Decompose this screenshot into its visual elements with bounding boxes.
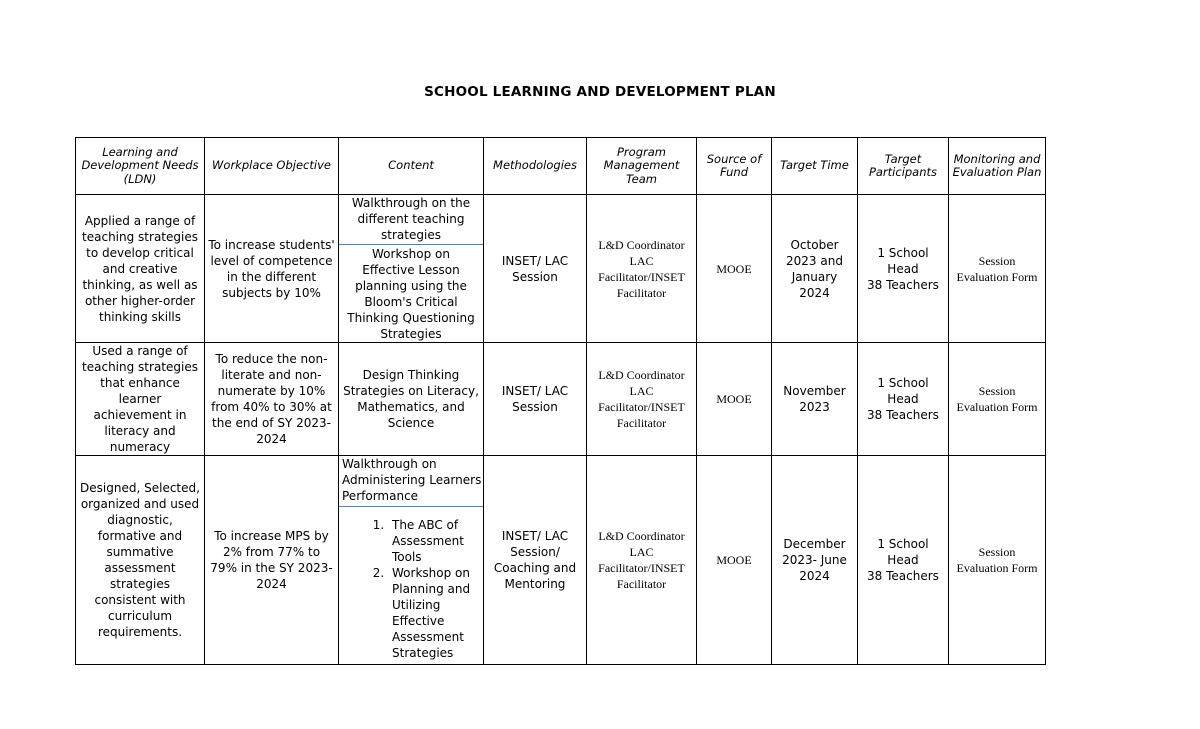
header-ldn: Learning and Development Needs (LDN) bbox=[76, 138, 205, 195]
page-title: SCHOOL LEARNING AND DEVELOPMENT PLAN bbox=[424, 84, 776, 100]
table-row bbox=[76, 456, 1046, 665]
participants-cell bbox=[858, 195, 949, 343]
participants-head: 1 School Head bbox=[877, 537, 929, 567]
evaluation-cell: Session Evaluation Form bbox=[949, 343, 1046, 456]
header-time: Target Time bbox=[772, 138, 858, 195]
development-plan-table bbox=[75, 137, 1046, 665]
objective-cell: To reduce the non-literate and non-numerate by 10% from 40% to 30% at the end of SY 2023-2024 bbox=[205, 343, 339, 456]
methodologies-cell: INSET/ LAC Session/ Coaching and Mentoring bbox=[484, 456, 587, 665]
header-methodologies: Methodologies bbox=[484, 138, 587, 195]
team-cell bbox=[587, 456, 697, 665]
table-row bbox=[76, 195, 1046, 343]
fund-cell: MOOE bbox=[697, 456, 772, 665]
content-cell bbox=[339, 195, 484, 343]
objective-cell: To increase students' level of competence in the different subjects by 10% bbox=[205, 195, 339, 343]
content-walkthrough: Walkthrough on Administering Learners Performance bbox=[339, 456, 483, 507]
header-fund: Source of Fund bbox=[697, 138, 772, 195]
content-list bbox=[342, 517, 480, 661]
ldn-cell: Designed, Selected, organized and used diagnostic, formative and summative assessment strategies consistent with curriculum requirements. bbox=[76, 456, 205, 665]
time-cell: October 2023 and January 2024 bbox=[772, 195, 858, 343]
participants-teachers: 38 Teachers bbox=[867, 569, 939, 583]
header-objective: Workplace Objective bbox=[205, 138, 339, 195]
participants-cell bbox=[858, 343, 949, 456]
team-coordinator: L&D Coordinator bbox=[598, 237, 685, 252]
participants-cell bbox=[858, 456, 949, 665]
participants-teachers: 38 Teachers bbox=[867, 408, 939, 422]
team-cell bbox=[587, 343, 697, 456]
header-participants: Target Participants bbox=[858, 138, 949, 195]
content-cell: Design Thinking Strategies on Literacy, Mathematics, and Science bbox=[339, 343, 484, 456]
methodologies-cell: INSET/ LAC Session bbox=[484, 195, 587, 343]
ldn-cell: Applied a range of teaching strategies to develop critical and creative thinking, as well as other higher-order thinking skills bbox=[76, 195, 205, 343]
team-facilitator: LAC Facilitator/INSET Facilitator bbox=[598, 384, 685, 430]
header-evaluation: Monitoring and Evaluation Plan bbox=[949, 138, 1046, 195]
header-team: Program Management Team bbox=[587, 138, 697, 195]
table-row bbox=[76, 343, 1046, 456]
team-coordinator: L&D Coordinator bbox=[598, 529, 685, 543]
team-coordinator: L&D Coordinator bbox=[598, 368, 685, 382]
participants-head: 1 School Head bbox=[877, 245, 929, 276]
team-facilitator: LAC Facilitator/INSET Facilitator bbox=[598, 545, 685, 591]
header-content: Content bbox=[339, 138, 484, 195]
evaluation-cell: Session Evaluation Form bbox=[949, 195, 1046, 343]
content-walkthrough: Walkthrough on the different teaching strategies bbox=[339, 195, 483, 245]
methodologies-cell: INSET/ LAC Session bbox=[484, 343, 587, 456]
fund-cell: MOOE bbox=[697, 195, 772, 343]
team-facilitator: LAC Facilitator/INSET Facilitator bbox=[598, 253, 685, 300]
list-item: 1. The ABC of Assessment Tools bbox=[388, 517, 480, 565]
time-cell: December 2023- June 2024 bbox=[772, 456, 858, 665]
fund-cell: MOOE bbox=[697, 343, 772, 456]
content-workshop: Workshop on Effective Lesson planning using the Bloom's Critical Thinking Questioning Strategies bbox=[347, 247, 475, 341]
evaluation-cell: Session Evaluation Form bbox=[949, 456, 1046, 665]
time-cell: November 2023 bbox=[772, 343, 858, 456]
team-cell bbox=[587, 195, 697, 343]
list-item: 2. Workshop on Planning and Utilizing Effective Assessment Strategies bbox=[388, 565, 480, 661]
participants-head: 1 School Head bbox=[877, 376, 929, 406]
table-header-row bbox=[76, 138, 1046, 195]
objective-cell: To increase MPS by 2% from 77% to 79% in the SY 2023-2024 bbox=[205, 456, 339, 665]
ldn-cell: Used a range of teaching strategies that enhance learner achievement in literacy and numeracy bbox=[76, 343, 205, 456]
participants-teachers: 38 Teachers bbox=[867, 277, 939, 292]
content-cell bbox=[339, 456, 484, 665]
